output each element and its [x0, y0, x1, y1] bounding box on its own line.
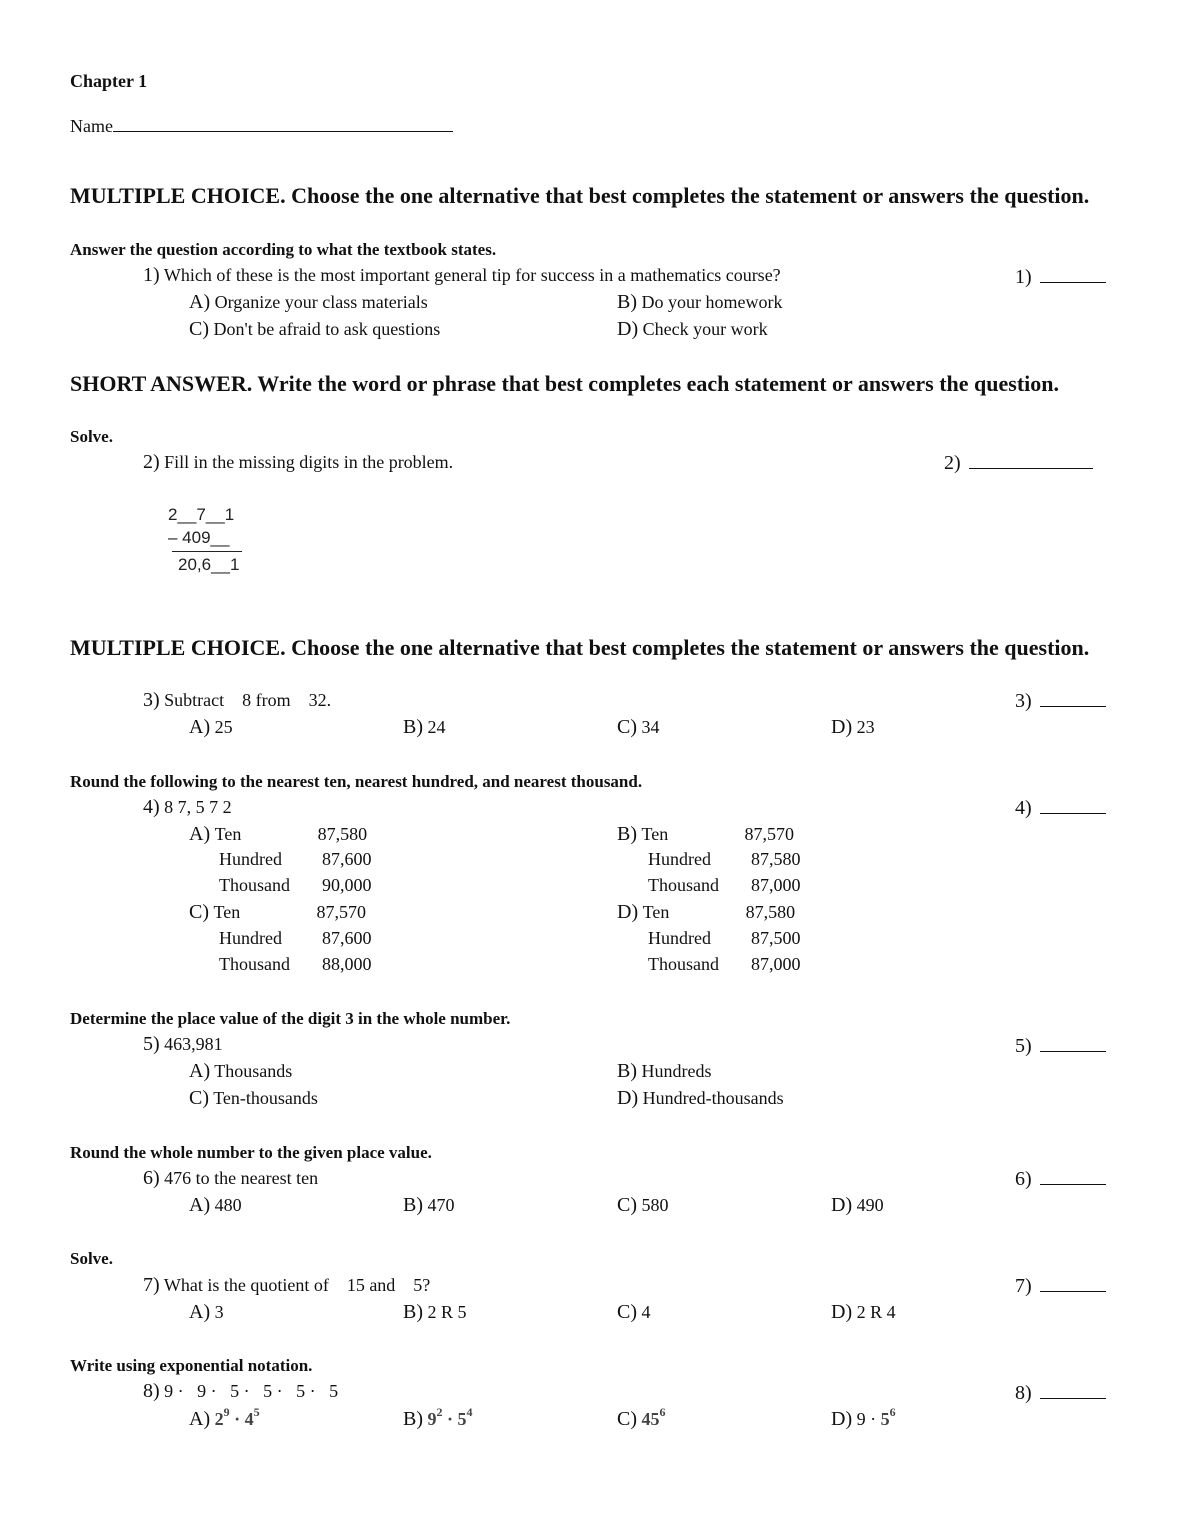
answer-blank-1[interactable]: [1015, 266, 1106, 289]
option-8b[interactable]: [403, 1405, 473, 1431]
question-text: Subtract 8 from 32.: [164, 690, 332, 710]
answer-line[interactable]: [1040, 1170, 1106, 1185]
option-text: Hundred-thousands: [642, 1088, 784, 1108]
question-4: [143, 796, 232, 819]
option-5d[interactable]: [617, 1087, 784, 1110]
question-2: [143, 451, 453, 474]
problem-rule: [172, 551, 242, 552]
question-number: 3): [143, 689, 160, 711]
instruction-5: Round the whole number to the given place value.: [70, 1143, 432, 1162]
name-line[interactable]: [113, 116, 453, 132]
question-7: [143, 1274, 430, 1297]
answer-blank-3[interactable]: [1015, 690, 1106, 713]
section-heading-mc1: MULTIPLE CHOICE. Choose the one alternative that best completes the statement or answers the question.: [70, 183, 1090, 208]
value-thousand: 87,000: [751, 954, 801, 974]
option-text: Do your homework: [641, 292, 783, 312]
option-letter: B): [403, 1301, 423, 1323]
option-1c[interactable]: [189, 318, 440, 341]
answer-blank-5[interactable]: [1015, 1035, 1106, 1058]
option-text: 470: [427, 1195, 455, 1215]
option-1b[interactable]: [617, 291, 782, 314]
option-4b[interactable]: [617, 823, 794, 846]
option-text: 490: [856, 1195, 884, 1215]
option-letter: B): [403, 1194, 423, 1216]
question-text: 9 · 9 · 5 · 5 · 5 · 5: [164, 1381, 339, 1401]
problem-line-1: 2__7__1: [168, 505, 235, 524]
option-6c[interactable]: [617, 1194, 669, 1217]
answer-number: 3): [1015, 690, 1032, 712]
option-letter: C): [617, 1194, 637, 1216]
option-3c[interactable]: [617, 716, 660, 739]
option-text: 34: [641, 717, 660, 737]
answer-number: 6): [1015, 1168, 1032, 1190]
question-number: 8): [143, 1380, 160, 1402]
option-letter: A): [189, 823, 211, 845]
option-4b-hundred: [648, 849, 801, 870]
question-text: Fill in the missing digits in the problem.: [164, 452, 454, 472]
label-thousand: Thousand: [648, 875, 719, 895]
option-text: 2 R 5: [427, 1302, 467, 1322]
problem-line-2: – 409__: [168, 528, 230, 547]
instruction-6: Solve.: [70, 1249, 113, 1268]
option-letter: C): [617, 1301, 637, 1323]
value-hundred: 87,600: [322, 849, 372, 869]
option-7c[interactable]: [617, 1301, 651, 1324]
label-thousand: Thousand: [219, 875, 290, 895]
label-ten: Ten: [213, 902, 241, 922]
coefficient: 9 ·: [856, 1409, 877, 1429]
label-hundred: Hundred: [219, 849, 282, 869]
question-number: 2): [143, 451, 160, 473]
exponent: 5: [253, 1405, 260, 1419]
option-letter: D): [831, 1408, 853, 1430]
option-4c-hundred: [219, 928, 372, 949]
answer-line[interactable]: [1040, 1277, 1106, 1292]
option-letter: B): [403, 716, 423, 738]
exponent-expression: $2^9 \cdot 4^5$: [214, 1405, 260, 1429]
option-letter: A): [189, 1408, 211, 1430]
option-text: 480: [214, 1195, 242, 1215]
question-number: 5): [143, 1033, 160, 1055]
value-ten: 87,570: [316, 902, 366, 922]
question-text: 8 7, 5 7 2: [164, 797, 232, 817]
question-number: 1): [143, 264, 160, 286]
value-hundred: 87,600: [322, 928, 372, 948]
option-letter: B): [403, 1408, 423, 1430]
answer-blank-4[interactable]: [1015, 797, 1106, 820]
label-hundred: Hundred: [219, 928, 282, 948]
answer-number: 5): [1015, 1035, 1032, 1057]
question-text: 476 to the nearest ten: [164, 1168, 319, 1188]
option-letter: D): [617, 901, 639, 923]
value-thousand: 87,000: [751, 875, 801, 895]
option-letter: D): [617, 1087, 639, 1109]
answer-blank-7[interactable]: [1015, 1275, 1106, 1298]
question-text: 463,981: [164, 1034, 223, 1054]
instruction-3: Round the following to the nearest ten, nearest hundred, and nearest thousand.: [70, 772, 643, 791]
label-hundred: Hundred: [648, 849, 711, 869]
value-thousand: 88,000: [322, 954, 372, 974]
option-text: Hundreds: [641, 1061, 712, 1081]
instruction-7: Write using exponential notation.: [70, 1356, 313, 1375]
option-text: 23: [856, 717, 875, 737]
answer-line[interactable]: [1040, 1037, 1106, 1052]
answer-number: 8): [1015, 1382, 1032, 1404]
option-letter: B): [617, 291, 637, 313]
option-4a-thousand: [219, 875, 372, 896]
option-text: 3: [214, 1302, 224, 1322]
option-4d-thousand: [648, 954, 801, 975]
value-hundred: 87,500: [751, 928, 801, 948]
label-ten: Ten: [214, 824, 242, 844]
option-4d[interactable]: [617, 901, 795, 924]
option-text: 24: [427, 717, 446, 737]
option-6b[interactable]: [403, 1194, 455, 1217]
option-5c[interactable]: [189, 1087, 318, 1110]
option-text: Thousands: [214, 1061, 293, 1081]
subtraction-problem: [168, 503, 248, 576]
exponent: 2: [436, 1405, 443, 1419]
option-7a[interactable]: [189, 1301, 224, 1324]
option-4d-hundred: [648, 928, 801, 949]
option-letter: A): [189, 291, 211, 313]
option-letter: D): [831, 716, 853, 738]
question-number: 7): [143, 1274, 160, 1296]
base: 9: [427, 1409, 437, 1429]
option-1a[interactable]: [189, 291, 428, 314]
label-hundred: Hundred: [648, 928, 711, 948]
option-text: Don't be afraid to ask questions: [213, 319, 441, 339]
problem-line-3: 20,6__1: [178, 555, 240, 574]
instruction-1: Answer the question according to what the textbook states.: [70, 240, 497, 259]
name-field[interactable]: [70, 116, 453, 137]
option-8d[interactable]: [831, 1405, 896, 1431]
question-number: 6): [143, 1167, 160, 1189]
option-5b[interactable]: [617, 1060, 712, 1083]
base: 45: [641, 1409, 660, 1429]
option-letter: D): [617, 318, 639, 340]
option-letter: C): [189, 1087, 209, 1109]
chapter-title: Chapter 1: [70, 71, 148, 91]
option-text: 2 R 4: [856, 1302, 896, 1322]
option-letter: A): [189, 1301, 211, 1323]
option-text: 25: [214, 717, 233, 737]
question-3: [143, 689, 331, 712]
label-ten: Ten: [641, 824, 669, 844]
option-7b[interactable]: [403, 1301, 467, 1324]
option-8c[interactable]: [617, 1405, 666, 1431]
option-letter: C): [617, 1408, 637, 1430]
option-letter: D): [831, 1301, 853, 1323]
option-text: 4: [641, 1302, 651, 1322]
exponent: 6: [659, 1405, 666, 1419]
exponent-expression: [880, 1405, 896, 1429]
question-1: [143, 264, 781, 287]
option-8a[interactable]: [189, 1405, 260, 1431]
question-number: 4): [143, 796, 160, 818]
option-6d[interactable]: [831, 1194, 884, 1217]
answer-blank-8[interactable]: [1015, 1382, 1106, 1405]
option-letter: D): [831, 1194, 853, 1216]
option-3a[interactable]: [189, 716, 233, 739]
answer-number: 7): [1015, 1275, 1032, 1297]
option-4c[interactable]: [189, 901, 366, 924]
answer-line[interactable]: [1040, 799, 1106, 814]
base: 5: [880, 1409, 890, 1429]
label-thousand: Thousand: [648, 954, 719, 974]
label-thousand: Thousand: [219, 954, 290, 974]
option-letter: B): [617, 823, 637, 845]
value-ten: 87,570: [744, 824, 794, 844]
base: 5: [457, 1409, 467, 1429]
base: 2: [214, 1409, 224, 1429]
value-thousand: 90,000: [322, 875, 372, 895]
exponent: 6: [889, 1405, 896, 1419]
option-4b-thousand: [648, 875, 801, 896]
option-letter: B): [617, 1060, 637, 1082]
instruction-2: Solve.: [70, 427, 113, 446]
instruction-4: Determine the place value of the digit 3 in the whole number.: [70, 1009, 511, 1028]
option-text: Ten-thousands: [213, 1088, 318, 1108]
answer-line[interactable]: [1040, 1384, 1106, 1399]
option-letter: C): [617, 716, 637, 738]
answer-line[interactable]: [969, 454, 1093, 469]
base: 4: [244, 1409, 254, 1429]
value-ten: 87,580: [317, 824, 368, 844]
option-text: Organize your class materials: [214, 292, 428, 312]
name-label: Name: [70, 116, 113, 136]
option-letter: A): [189, 716, 211, 738]
option-text: Check your work: [642, 319, 768, 339]
option-5a[interactable]: [189, 1060, 292, 1083]
exponent: 4: [466, 1405, 473, 1419]
answer-line[interactable]: [1040, 692, 1106, 707]
value-hundred: 87,580: [751, 849, 801, 869]
section-heading-sa: SHORT ANSWER. Write the word or phrase that best completes each statement or answers the question.: [70, 371, 1059, 396]
exponent: 9: [223, 1405, 230, 1419]
section-heading-mc2: MULTIPLE CHOICE. Choose the one alternative that best completes the statement or answers the question.: [70, 635, 1090, 660]
answer-number: 1): [1015, 266, 1032, 288]
option-7d[interactable]: [831, 1301, 896, 1324]
label-ten: Ten: [642, 902, 670, 922]
option-6a[interactable]: [189, 1194, 242, 1217]
question-6: [143, 1167, 318, 1190]
answer-number: 4): [1015, 797, 1032, 819]
option-letter: C): [189, 901, 209, 923]
option-4a-hundred: [219, 849, 372, 870]
question-8: [143, 1380, 338, 1403]
answer-blank-6[interactable]: [1015, 1168, 1106, 1191]
option-4c-thousand: [219, 954, 372, 975]
option-letter: C): [189, 318, 209, 340]
option-4a[interactable]: [189, 823, 367, 846]
answer-blank-2[interactable]: [944, 452, 1093, 475]
option-3d[interactable]: [831, 716, 875, 739]
option-letter: A): [189, 1060, 211, 1082]
answer-line[interactable]: [1040, 268, 1106, 283]
question-text: Which of these is the most important general tip for success in a mathematics course?: [163, 265, 781, 285]
answer-number: 2): [944, 452, 961, 474]
value-ten: 87,580: [745, 902, 796, 922]
question-text: What is the quotient of 15 and 5?: [163, 1275, 431, 1295]
option-1d[interactable]: [617, 318, 768, 341]
option-letter: A): [189, 1194, 211, 1216]
question-5: [143, 1033, 223, 1056]
exponent-expression: [641, 1405, 666, 1429]
option-text: 580: [641, 1195, 669, 1215]
exponent-expression: $9^2 \cdot 5^4$: [427, 1405, 473, 1429]
option-3b[interactable]: [403, 716, 446, 739]
